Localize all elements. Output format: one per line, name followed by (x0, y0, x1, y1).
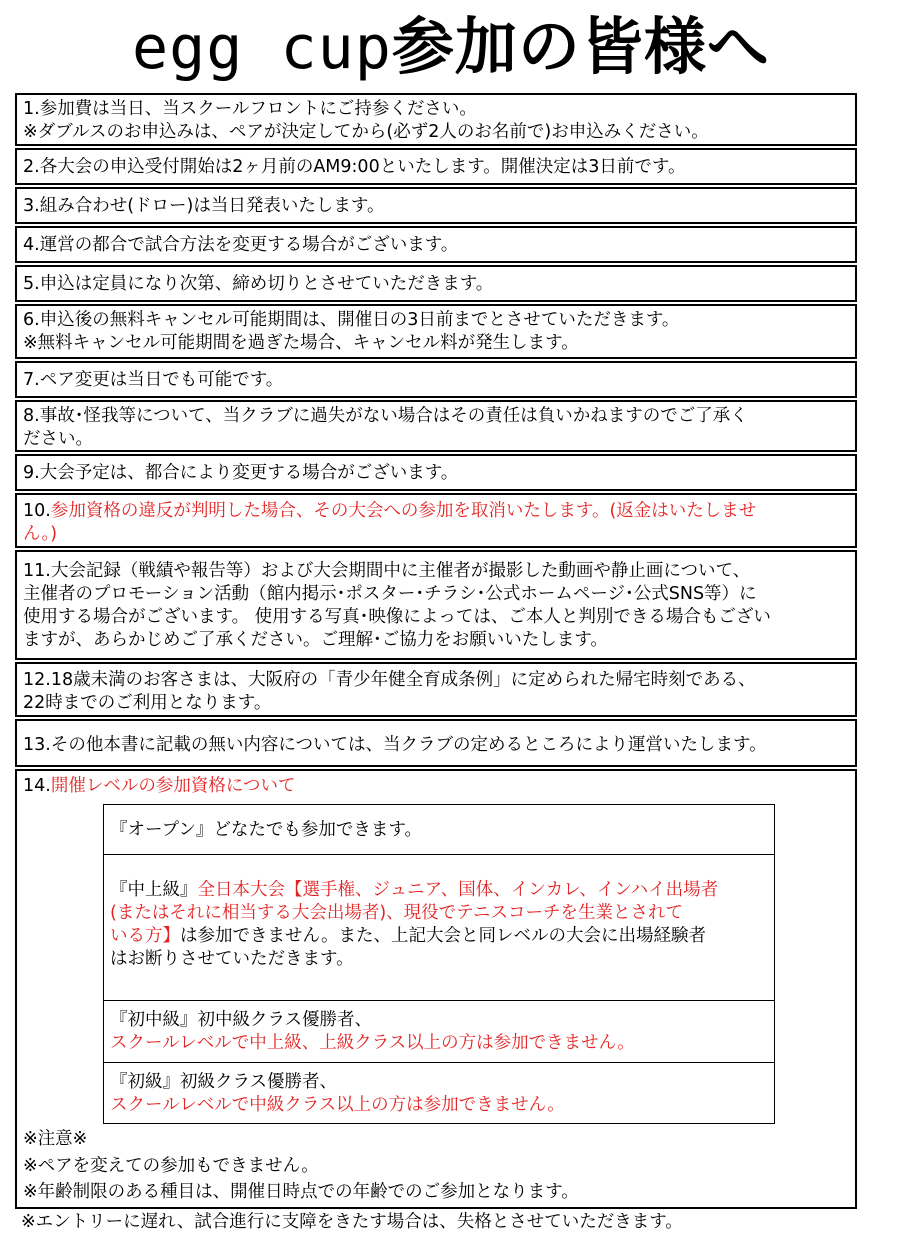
notice-item-11 (15, 550, 857, 660)
level-name: 『初級』 (110, 1072, 180, 1092)
level-description: どなたでも参加できます。 (213, 820, 423, 840)
caution-heading: ※注意※ (23, 1129, 88, 1149)
notice-line: 1.参加費は当日、当スクールフロントにご持参ください。 (23, 99, 477, 119)
notice-item-1 (15, 93, 857, 146)
notice-line: 8.事故･怪我等について、当クラブに過失がない場合はその責任は負いかねますのでご了承く (23, 406, 748, 426)
notice-item-7 (15, 361, 857, 398)
notice-item-3 (15, 187, 857, 224)
level-restriction: いる方】 (110, 926, 180, 946)
section-heading-text: 開催レベルの参加資格について (50, 776, 296, 796)
notice-line: 13.その他本書に記載の無い内容については、当クラブの定めるところにより運営いたします。 (23, 735, 767, 755)
notice-line: 2.各大会の申込受付開始は2ヶ月前のAM9:00といたします。開催決定は3日前です。 (23, 157, 686, 177)
notice-number: 10. (23, 501, 51, 521)
notice-item-13 (15, 719, 857, 767)
warning-text: ん。) (23, 524, 58, 544)
caution-note: ※年齢制限のある種目は、開催日時点での年齢でのご参加となります。 (23, 1182, 579, 1202)
notice-item-4 (15, 226, 857, 263)
level-name: 『中上級』 (110, 880, 198, 900)
notice-line: ※無料キャンセル可能期間を過ぎた場合、キャンセル料が発生します。 (23, 333, 579, 353)
notice-line: 9.大会予定は、都合により変更する場合がございます。 (23, 463, 459, 483)
notice-item-2 (15, 148, 857, 185)
level-beginner-intermediate (103, 1000, 775, 1063)
notice-line: 11.大会記録（戦績や報告等）および大会期間中に主催者が撮影した動画や静止画について、 (23, 561, 751, 581)
notice-line: 12.18歳未満のお客さまは、大阪府の「青少年健全育成条例」に定められた帰宅時刻である、 (23, 670, 756, 690)
level-restriction: 全日本大会【選手権、ジュニア、国体、インカレ、インハイ出場者 (197, 880, 719, 900)
notice-line: 4.運営の都合で試合方法を変更する場合がございます。 (23, 235, 459, 255)
level-description: は参加できません。また、上記大会と同レベルの大会に出場経験者 (180, 926, 707, 946)
level-restriction: (またはそれに相当する大会出場者)、現役でテニスコーチを生業とされて (110, 903, 683, 923)
level-restriction: スクールレベルで中上級、上級クラス以上の方は参加できません。 (110, 1033, 635, 1053)
warning-text: 参加資格の違反が判明した場合、その大会への参加を取消いたします。(返金はいたしませ (50, 501, 757, 521)
page-title (0, 10, 902, 83)
notice-line: 6.申込後の無料キャンセル可能期間は、開催日の3日前までとさせていただきます。 (23, 310, 680, 330)
notice-line: 主催者のプロモーション活動（館内掲示･ポスター･チラシ･公式ホームページ･公式SNS等）に (23, 584, 757, 604)
notice-item-8 (15, 400, 857, 452)
notice-item-14 (15, 769, 857, 1209)
level-description: はお断りさせていただきます。 (110, 949, 354, 969)
notice-item-6 (15, 304, 857, 359)
notice-line: ますが、あらかじめご了承ください。ご理解･ご協力をお願いいたします。 (23, 630, 608, 650)
notice-item-12 (15, 662, 857, 717)
level-intermediate-advanced (103, 854, 775, 1001)
title-japanese: 参加の皆様へ (391, 10, 770, 83)
notice-line: 7.ペア変更は当日でも可能です。 (23, 370, 284, 390)
notice-line: ださい。 (23, 429, 93, 449)
level-beginner (103, 1062, 775, 1124)
notice-number: 14. (23, 776, 51, 796)
notice-item-10 (15, 493, 857, 548)
notice-item-9 (15, 454, 857, 491)
level-name: 『初中級』 (110, 1010, 198, 1030)
notice-line: 5.申込は定員になり次第、締め切りとさせていただきます。 (23, 274, 494, 294)
level-restriction: スクールレベルで中級クラス以上の方は参加できません。 (110, 1095, 565, 1115)
caution-note: ※ペアを変えての参加もできません。 (23, 1156, 319, 1176)
level-name: 『オープン』 (110, 820, 214, 840)
title-latin: egg cup (132, 13, 392, 83)
level-description: 初級クラス優勝者、 (180, 1072, 337, 1092)
notice-line: 3.組み合わせ(ドロー)は当日発表いたします。 (23, 196, 385, 216)
notice-line: ※ダブルスのお申込みは、ペアが決定してから(必ず2人のお名前で)お申込みください。 (23, 122, 709, 142)
notice-item-5 (15, 265, 857, 302)
level-open (103, 804, 775, 855)
notice-line: 22時までのご利用となります。 (23, 693, 272, 713)
level-description: 初中級クラス優勝者、 (197, 1010, 372, 1030)
section-heading (23, 775, 296, 798)
notice-line: 使用する場合がございます。 使用する写真･映像によっては、ご本人と判別できる場合もござい (23, 607, 771, 627)
footer-note: ※エントリーに遅れ、試合進行に支障をきたす場合は、失格とさせていただきます。 (21, 1212, 683, 1232)
